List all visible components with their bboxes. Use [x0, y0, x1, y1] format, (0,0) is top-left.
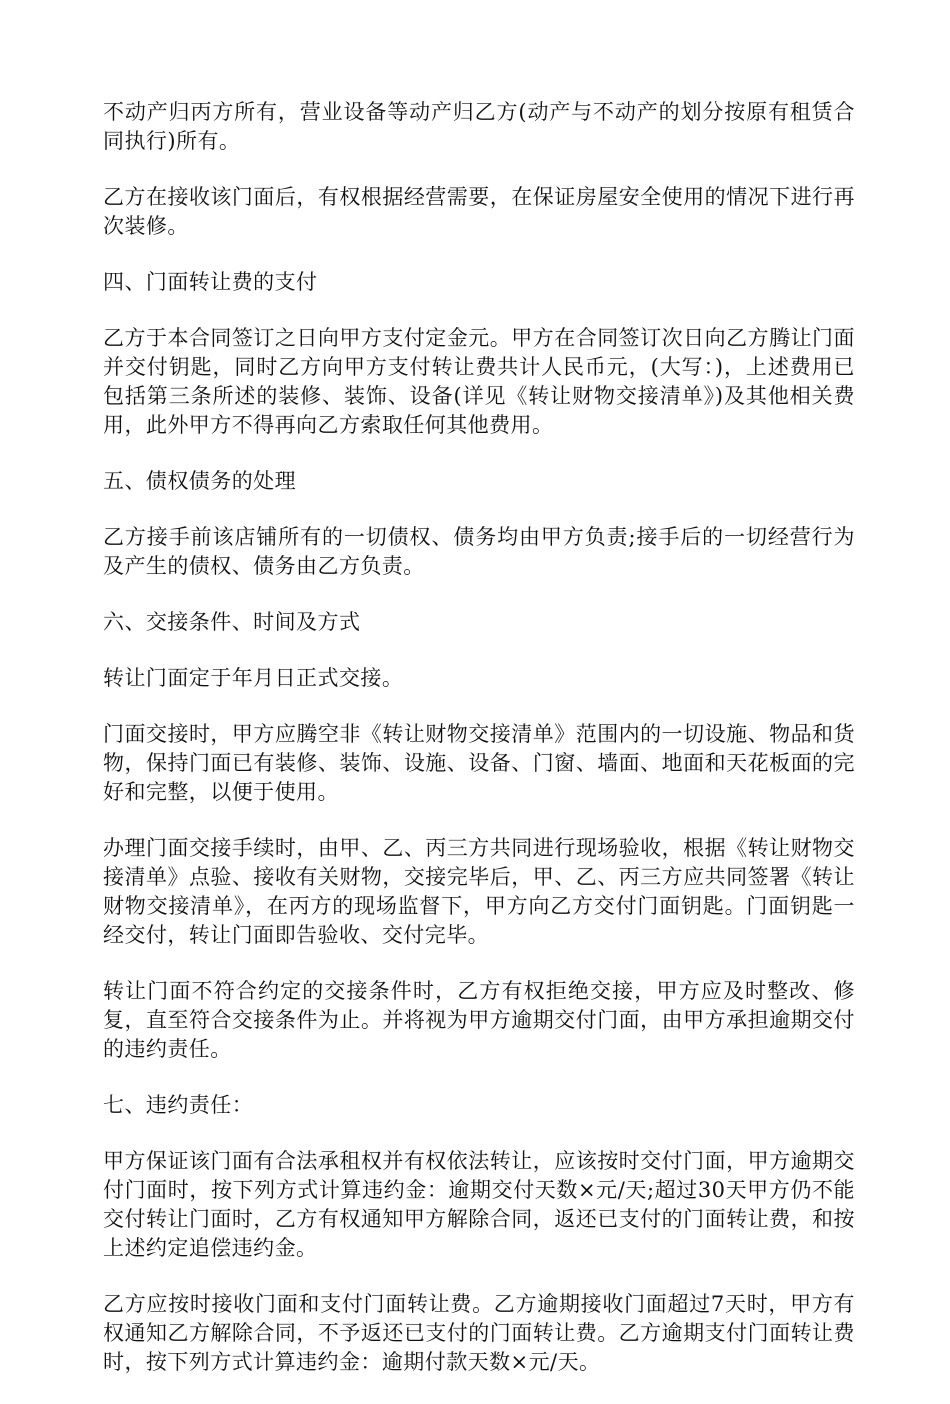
document-body — [103, 98, 855, 1404]
paragraph-handover-clearance: 门面交接时，甲方应腾空非《转让财物交接清单》范围内的一切设施、物品和货物，保持门面已有装修、装饰、设施、设备、门窗、墙面、地面和天花板面的完好和完整，以便于使用。 — [103, 722, 855, 804]
paragraph-debts: 乙方接手前该店铺所有的一切债权、债务均由甲方负责;接手后的一切经营行为及产生的债权、债务由乙方负责。 — [103, 525, 855, 578]
paragraph-handover-procedure: 办理门面交接手续时，由甲、乙、丙三方共同进行现场验收，根据《转让财物交接清单》点验、接收有关财物，交接完毕后，甲、乙、丙三方应共同签署《转让财物交接清单》，在丙方的现场监督下，甲方向乙方交付门面钥匙。门面钥匙一经交付，转让门面即告验收、交付完毕。 — [103, 836, 855, 947]
paragraph-payment: 乙方于本合同签订之日向甲方支付定金元。甲方在合同签订次日向乙方腾让门面并交付钥匙，同时乙方向甲方支付转让费共计人民币元，(大写：)，上述费用已包括第三条所述的装修、装饰、设备(详见《转让财物交接清单》)及其他相关费用，此外甲方不得再向乙方索取任何其他费用。 — [103, 326, 855, 437]
section-heading-liability: 七、违约责任： — [103, 1093, 254, 1117]
paragraph-movable-property: 不动产归丙方所有，营业设备等动产归乙方(动产与不动产的划分按原有租赁合同执行)所有。 — [103, 100, 855, 153]
paragraph-liability-party-a: 甲方保证该门面有合法承租权并有权依法转让，应该按时交付门面，甲方逾期交付门面时，按下列方式计算违约金：逾期交付天数×元/天;超过30天甲方仍不能交付转让门面时，乙方有权通知甲方解除合同，返还已支付的门面转让费，和按上述约定追偿违约金。 — [103, 1149, 855, 1260]
section-heading-payment: 四、门面转让费的支付 — [103, 270, 318, 294]
paragraph-handover-date: 转让门面定于年月日正式交接。 — [103, 666, 404, 690]
paragraph-liability-party-b: 乙方应按时接收门面和支付门面转让费。乙方逾期接收门面超过7天时，甲方有权通知乙方解除合同，不予返还已支付的门面转让费。乙方逾期支付门面转让费时，按下列方式计算违约金：逾期付款天数×元/天。 — [103, 1292, 855, 1374]
paragraph-handover-nonconformity: 转让门面不符合约定的交接条件时，乙方有权拒绝交接，甲方应及时整改、修复，直至符合交接条件为止。并将视为甲方逾期交付门面，由甲方承担逾期交付的违约责任。 — [103, 979, 855, 1061]
section-heading-handover: 六、交接条件、时间及方式 — [103, 610, 361, 634]
paragraph-renovation: 乙方在接收该门面后，有权根据经营需要，在保证房屋安全使用的情况下进行再次装修。 — [103, 185, 855, 238]
section-heading-debts: 五、债权债务的处理 — [103, 469, 297, 493]
